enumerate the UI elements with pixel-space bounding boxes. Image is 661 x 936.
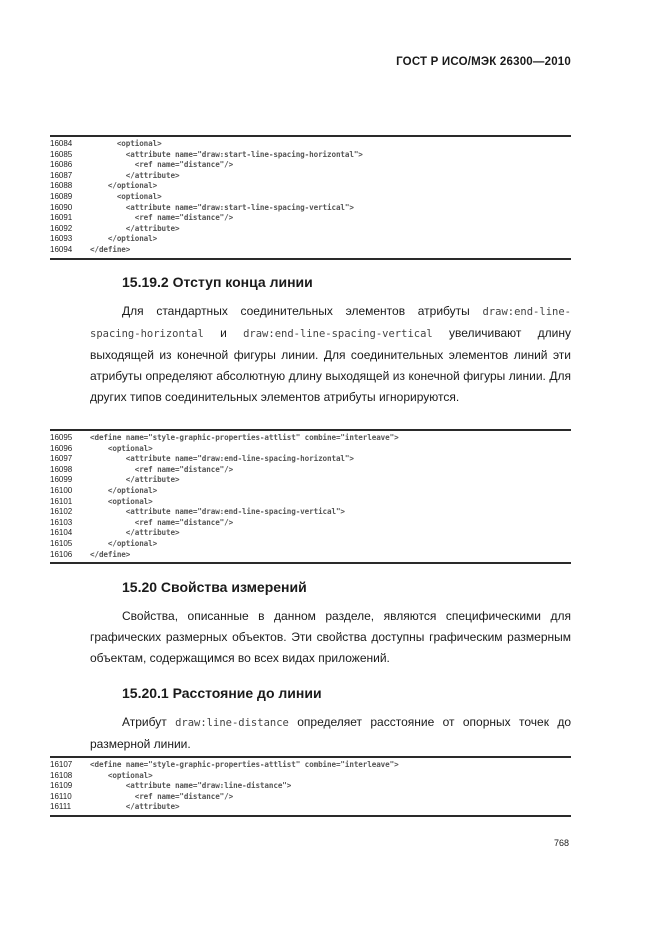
code-line	[50, 171, 571, 182]
code-text: <define name="style-graphic-properties-attlist" combine="interleave">	[90, 433, 399, 442]
code-block-2	[50, 429, 571, 564]
code-line	[50, 539, 571, 550]
para-text: определяет расстояние от опорных точек до размерной линии.	[90, 715, 571, 751]
code-text: </attribute>	[90, 170, 180, 180]
code-line	[50, 192, 571, 203]
line-number: 16108	[50, 770, 73, 780]
line-number: 16103	[50, 517, 73, 527]
code-text: </attribute>	[90, 802, 180, 812]
code-text: </attribute>	[90, 475, 180, 485]
code-text: </attribute>	[90, 528, 180, 538]
code-text: <ref name="distance"/>	[90, 791, 234, 801]
line-number: 16085	[50, 149, 73, 159]
line-number: 16100	[50, 485, 73, 495]
line-number: 16091	[50, 213, 73, 223]
code-text: </define>	[90, 244, 131, 254]
code-line	[50, 181, 571, 192]
line-number: 16110	[50, 791, 72, 801]
code-line	[50, 203, 571, 214]
code-line	[50, 550, 571, 561]
line-number: 16109	[50, 781, 73, 791]
line-number: 16106	[50, 549, 73, 559]
line-number: 16111	[50, 802, 72, 812]
paragraph-15-19-2	[90, 301, 571, 408]
code-line	[50, 465, 571, 476]
paragraph-15-20: Свойства, описанные в данном разделе, являются специфическими для графических размерных объектов. Эти свойства доступны графическим размерным объектам, содержащимся во всех видах приложений.	[90, 609, 571, 665]
code-text: <attribute name="draw:line-distance">	[90, 781, 292, 791]
code-line	[50, 760, 571, 771]
para-text: увеличивают длину выходящей из конечной фигуры линии. Для соединительных элементов линий эти атрибуты определяют абсолютную длину выходящей из конечной фигуры линии. Для других типов соединительных элементов атрибуты игнорируются.	[90, 326, 571, 404]
code-line	[50, 507, 571, 518]
code-text: </attribute>	[90, 223, 180, 233]
code-line	[50, 234, 571, 245]
code-line	[50, 224, 571, 235]
line-number: 16092	[50, 223, 73, 233]
code-text: <optional>	[90, 443, 153, 453]
line-number: 16089	[50, 191, 73, 201]
code-line	[50, 433, 571, 444]
code-line	[50, 139, 571, 150]
line-number: 16095	[50, 433, 73, 442]
code-text: </optional>	[90, 234, 158, 244]
line-number: 16098	[50, 464, 73, 474]
inline-code: draw:end-line-spacing-horizontal	[90, 306, 571, 340]
inline-code: draw:line-distance	[175, 717, 289, 729]
code-text: <ref name="distance"/>	[90, 464, 234, 474]
code-line	[50, 518, 571, 529]
code-text: </define>	[90, 549, 131, 559]
code-text: <attribute name="draw:end-line-spacing-vertical">	[90, 507, 345, 517]
code-text: <optional>	[90, 139, 162, 148]
para-text: Для стандартных соединительных элементов атрибуты	[122, 304, 483, 318]
code-block-3	[50, 756, 571, 817]
line-number: 16102	[50, 507, 73, 517]
code-text: <attribute name="draw:start-line-spacing-vertical">	[90, 202, 354, 212]
code-text: <ref name="distance"/>	[90, 517, 234, 527]
code-line	[50, 486, 571, 497]
line-number: 16107	[50, 760, 73, 769]
inline-code: draw:end-line-spacing-vertical	[243, 328, 433, 340]
code-line	[50, 213, 571, 224]
code-text: <attribute name="draw:start-line-spacing-horizontal">	[90, 149, 363, 159]
line-number: 16090	[50, 202, 73, 212]
line-number: 16094	[50, 244, 73, 254]
code-text: <optional>	[90, 496, 153, 506]
section-heading-15-20: 15.20 Свойства измерений	[122, 579, 307, 595]
line-number: 16096	[50, 443, 73, 453]
code-line	[50, 454, 571, 465]
code-line	[50, 160, 571, 171]
page-number: 768	[553, 838, 569, 848]
code-text: <attribute name="draw:end-line-spacing-horizontal">	[90, 454, 354, 464]
code-line	[50, 150, 571, 161]
code-block-1	[50, 135, 571, 260]
line-number: 16104	[50, 528, 73, 538]
line-number: 16086	[50, 160, 73, 170]
code-text: </optional>	[90, 181, 158, 191]
line-number: 16088	[50, 181, 73, 191]
document-header: ГОСТ Р ИСО/МЭК 26300—2010	[396, 56, 571, 68]
code-text: <ref name="distance"/>	[90, 160, 234, 170]
code-text: <ref name="distance"/>	[90, 213, 234, 223]
code-line	[50, 528, 571, 539]
code-text: </optional>	[90, 485, 158, 495]
code-line	[50, 781, 571, 792]
line-number: 16105	[50, 538, 73, 548]
paragraph-15-20-1	[90, 712, 571, 755]
line-number: 16097	[50, 454, 73, 464]
code-text: <define name="style-graphic-properties-attlist" combine="interleave">	[90, 760, 399, 769]
section-heading-15-19-2: 15.19.2 Отступ конца линии	[122, 274, 313, 290]
code-text: <optional>	[90, 770, 153, 780]
para-text: Атрибут	[122, 715, 176, 729]
line-number: 16084	[50, 139, 73, 148]
code-line	[50, 475, 571, 486]
code-text: </optional>	[90, 538, 158, 548]
code-line	[50, 444, 571, 455]
line-number: 16087	[50, 170, 73, 180]
line-number: 16093	[50, 234, 73, 244]
para-text: и	[203, 326, 244, 340]
section-heading-15-20-1: 15.20.1 Расстояние до линии	[122, 685, 322, 701]
code-text: <optional>	[90, 191, 162, 201]
line-number: 16099	[50, 475, 73, 485]
code-line	[50, 497, 571, 508]
code-line	[50, 771, 571, 782]
code-line	[50, 802, 571, 813]
code-line	[50, 792, 571, 803]
line-number: 16101	[50, 496, 73, 506]
code-line	[50, 245, 571, 256]
